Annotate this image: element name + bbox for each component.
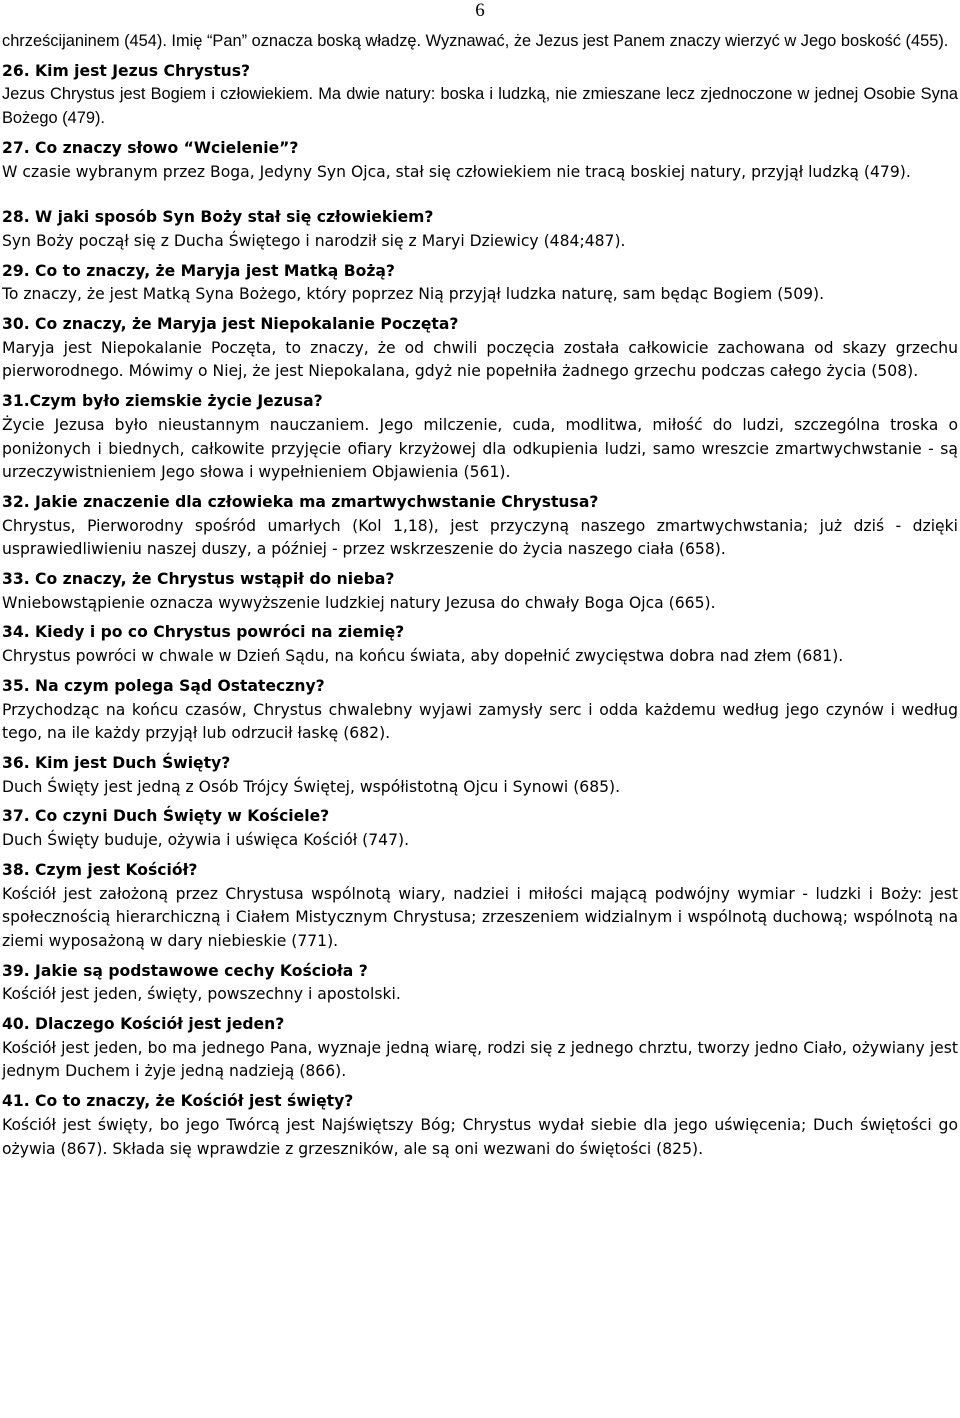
answer-39: Kościół jest jeden, święty, powszechny i apostolski. — [2, 985, 401, 1004]
answer-29: To znaczy, że jest Matką Syna Bożego, który poprzez Nią przyjął ludzka naturę, sam będąc Bogiem (509). — [2, 285, 825, 304]
question-34: 34. Kiedy i po co Chrystus powróci na ziemię? — [2, 623, 405, 642]
answer-28: Syn Boży począł się z Ducha Świętego i narodził się z Maryi Dziewicy (484;487). — [2, 231, 626, 250]
answer-32: Chrystus, Pierworodny spośród umarłych (Kol 1,18), jest przyczyną naszego zmartwychwstania; już dziś - dzięki usprawiedliwieniu naszej duszy, a później - przez wskrzeszenie do życia naszego ciała (658). — [2, 516, 958, 559]
question-41: 41. Co to znaczy, że Kościół jest święty? — [2, 1092, 354, 1111]
question-28: 28. W jaki sposób Syn Boży stał się człowiekiem? — [2, 208, 434, 227]
question-40: 40. Dlaczego Kościół jest jeden? — [2, 1015, 285, 1034]
document-body — [2, 30, 958, 1161]
question-26: 26. Kim jest Jezus Chrystus? — [2, 61, 251, 80]
answer-26: Jezus Chrystus jest Bogiem i człowiekiem. Ma dwie natury: boska i ludzką, nie zmieszane lecz zjednoczone w jednej Osobie Syna Bożego (479). — [2, 85, 958, 128]
answer-30: Maryja jest Niepokalanie Poczęta, to znaczy, że od chwili poczęcia została całkowicie zachowana od skazy grzechu pierworodnego. Mówimy o Niej, że jest Niepokalana, gdyż nie popełniła żadnego grzechu podczas całego życia (508). — [2, 338, 958, 381]
question-33: 33. Co znaczy, że Chrystus wstąpił do nieba? — [2, 570, 395, 589]
answer-35: Przychodząc na końcu czasów, Chrystus chwalebny wyjawi zamysły serc i odda każdemu według jego czynów i według tego, na ile każdy przyjął lub odrzucił łaskę (682). — [2, 700, 958, 743]
question-31: 31.Czym było ziemskie życie Jezusa? — [2, 392, 323, 411]
question-27: 27. Co znaczy słowo “Wcielenie”? — [2, 138, 299, 157]
answer-27: W czasie wybranym przez Boga, Jedyny Syn Ojca, stał się człowiekiem nie tracą boskiej natury, przyjął ludzką (479). — [2, 162, 911, 181]
answer-36: Duch Święty jest jedną z Osób Trójcy Świętej, współistotną Ojcu i Synowi (685). — [2, 777, 621, 796]
intro-paragraph: chrześcijaninem (454). Imię “Pan” oznacza boską władzę. Wyznawać, że Jezus jest Panem znaczy wierzyć w Jego boskość (455). — [2, 32, 949, 50]
question-38: 38. Czym jest Kościół? — [2, 860, 198, 879]
question-29: 29. Co to znaczy, że Maryja jest Matką Bożą? — [2, 261, 395, 280]
answer-33: Wniebowstąpienie oznacza wywyższenie ludzkiej natury Jezusa do chwały Boga Ojca (665). — [2, 593, 716, 612]
question-35: 35. Na czym polega Sąd Ostateczny? — [2, 676, 325, 695]
answer-41: Kościół jest święty, bo jego Twórcą jest Najświętszy Bóg; Chrystus wydał siebie dla jego uświęcenia; Duch świętości go ożywia (867). Składa się wprawdzie z grzeszników, ale są oni wezwani do świętości (825). — [2, 1115, 958, 1158]
question-37: 37. Co czyni Duch Święty w Kościele? — [2, 807, 330, 826]
question-32: 32. Jakie znaczenie dla człowieka ma zmartwychwstanie Chrystusa? — [2, 492, 599, 511]
answer-38: Kościół jest założoną przez Chrystusa wspólnotą wiary, nadziei i miłości mającą podwójny wymiar - ludzki i Boży: jest społecznością hierarchiczną i Ciałem Mistycznym Chrystusa; zrzeszeniem widzialnym i wspólnotą duchową; wspólnotą na ziemi wyposażoną w dary niebieskie (771). — [2, 884, 958, 950]
question-30: 30. Co znaczy, że Maryja jest Niepokalanie Poczęta? — [2, 315, 459, 334]
answer-37: Duch Święty buduje, ożywia i uświęca Kościół (747). — [2, 831, 410, 850]
answer-40: Kościół jest jeden, bo ma jednego Pana, wyznaje jedną wiarę, rodzi się z jednego chrztu, tworzy jedno Ciało, ożywiany jest jednym Duchem i żyje jedną nadzieją (866). — [2, 1038, 958, 1081]
page-number: 6 — [475, 0, 485, 21]
question-39: 39. Jakie są podstawowe cechy Kościoła ? — [2, 961, 368, 980]
answer-34: Chrystus powróci w chwale w Dzień Sądu, na końcu świata, aby dopełnić zwycięstwa dobra nad złem (681). — [2, 647, 844, 666]
question-36: 36. Kim jest Duch Święty? — [2, 753, 231, 772]
answer-31: Życie Jezusa było nieustannym nauczaniem. Jego milczenie, cuda, modlitwa, miłość do ludzi, szczególna troska o poniżonych i biednych, całkowite przyjęcie ofiary krzyżowej dla odkupienia ludzi, samo wreszcie zmartwychwstanie - są urzeczywistnieniem Jego słowa i wypełnieniem Objawienia (561). — [2, 415, 958, 482]
